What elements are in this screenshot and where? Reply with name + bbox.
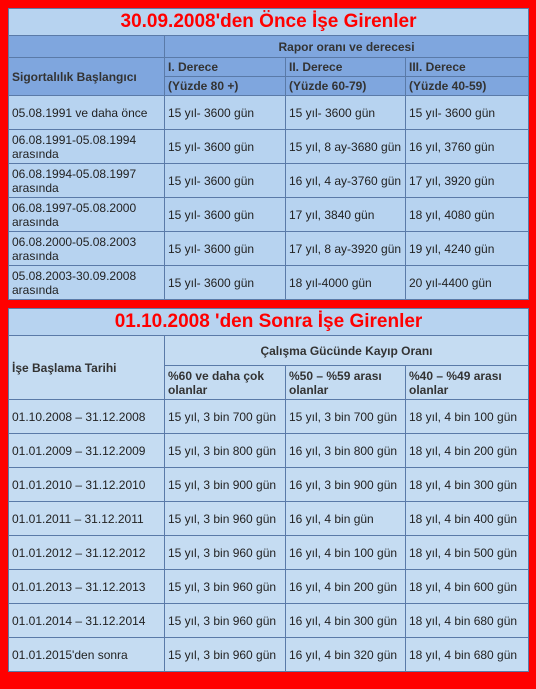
table-row bbox=[9, 502, 529, 536]
value-cell: 15 yıl- 3600 gün bbox=[165, 198, 286, 232]
value-cell: 15 yıl, 3 bin 960 gün bbox=[165, 604, 286, 638]
table2-subheader: Çalışma Gücünde Kayıp Oranı bbox=[165, 336, 529, 366]
value-cell: 18 yıl, 4 bin 680 gün bbox=[406, 638, 529, 672]
value-cell: 18 yıl, 4 bin 100 gün bbox=[406, 400, 529, 434]
value-cell: 16 yıl, 4 bin gün bbox=[286, 502, 406, 536]
table-row bbox=[9, 130, 529, 164]
value-cell: 15 yıl, 3 bin 700 gün bbox=[165, 400, 286, 434]
table1-col1-header: I. Derece bbox=[165, 58, 286, 77]
value-cell: 17 yıl, 8 ay-3920 gün bbox=[286, 232, 406, 266]
value-cell: 18 yıl, 4 bin 680 gün bbox=[406, 604, 529, 638]
table-row bbox=[9, 570, 529, 604]
period-cell: 01.01.2009 – 31.12.2009 bbox=[9, 434, 165, 468]
value-cell: 15 yıl- 3600 gün bbox=[165, 96, 286, 130]
value-cell: 16 yıl, 4 bin 320 gün bbox=[286, 638, 406, 672]
period-cell: 01.01.2010 – 31.12.2010 bbox=[9, 468, 165, 502]
value-cell: 18 yıl-4000 gün bbox=[286, 266, 406, 300]
page-frame bbox=[8, 8, 528, 672]
value-cell: 20 yıl-4400 gün bbox=[406, 266, 529, 300]
value-cell: 16 yıl, 4 bin 200 gün bbox=[286, 570, 406, 604]
table1-subheader: Rapor oranı ve derecesi bbox=[165, 36, 529, 58]
value-cell: 15 yıl, 3 bin 900 gün bbox=[165, 468, 286, 502]
value-cell: 18 yıl, 4 bin 600 gün bbox=[406, 570, 529, 604]
period-cell: 05.08.1991 ve daha önce bbox=[9, 96, 165, 130]
table1-col3-sub: (Yüzde 40-59) bbox=[406, 77, 529, 96]
table2-col3-header: %40 – %49 arası olanlar bbox=[406, 366, 529, 400]
value-cell: 18 yıl, 4080 gün bbox=[406, 198, 529, 232]
table1-col2-sub: (Yüzde 60-79) bbox=[286, 77, 406, 96]
table-row bbox=[9, 536, 529, 570]
value-cell: 16 yıl, 4 bin 100 gün bbox=[286, 536, 406, 570]
period-cell: 06.08.1994-05.08.1997 arasında bbox=[9, 164, 165, 198]
value-cell: 18 yıl, 4 bin 300 gün bbox=[406, 468, 529, 502]
value-cell: 15 yıl, 3 bin 960 gün bbox=[165, 638, 286, 672]
value-cell: 16 yıl, 3760 gün bbox=[406, 130, 529, 164]
value-cell: 17 yıl, 3840 gün bbox=[286, 198, 406, 232]
period-cell: 06.08.1991-05.08.1994 arasında bbox=[9, 130, 165, 164]
period-cell: 01.01.2011 – 31.12.2011 bbox=[9, 502, 165, 536]
table-before-2008 bbox=[8, 8, 529, 300]
value-cell: 15 yıl- 3600 gün bbox=[406, 96, 529, 130]
value-cell: 18 yıl, 4 bin 400 gün bbox=[406, 502, 529, 536]
value-cell: 15 yıl, 3 bin 700 gün bbox=[286, 400, 406, 434]
value-cell: 18 yıl, 4 bin 200 gün bbox=[406, 434, 529, 468]
value-cell: 16 yıl, 3 bin 800 gün bbox=[286, 434, 406, 468]
table-row bbox=[9, 400, 529, 434]
table2-row-header: İşe Başlama Tarihi bbox=[9, 336, 165, 400]
value-cell: 15 yıl- 3600 gün bbox=[165, 130, 286, 164]
period-cell: 01.01.2012 – 31.12.2012 bbox=[9, 536, 165, 570]
value-cell: 15 yıl, 8 ay-3680 gün bbox=[286, 130, 406, 164]
value-cell: 17 yıl, 3920 gün bbox=[406, 164, 529, 198]
value-cell: 18 yıl, 4 bin 500 gün bbox=[406, 536, 529, 570]
table2-title: 01.10.2008 'den Sonra İşe Girenler bbox=[9, 309, 529, 336]
period-cell: 01.01.2013 – 31.12.2013 bbox=[9, 570, 165, 604]
table-row bbox=[9, 468, 529, 502]
table-row bbox=[9, 96, 529, 130]
table1-title: 30.09.2008'den Önce İşe Girenler bbox=[9, 9, 529, 36]
value-cell: 15 yıl, 3 bin 800 gün bbox=[165, 434, 286, 468]
table1-col2-header: II. Derece bbox=[286, 58, 406, 77]
table-after-2008 bbox=[8, 308, 529, 672]
table-row bbox=[9, 604, 529, 638]
value-cell: 16 yıl, 3 bin 900 gün bbox=[286, 468, 406, 502]
value-cell: 15 yıl, 3 bin 960 gün bbox=[165, 570, 286, 604]
table2-col1-header: %60 ve daha çok olanlar bbox=[165, 366, 286, 400]
period-cell: 06.08.2000-05.08.2003 arasında bbox=[9, 232, 165, 266]
table-row bbox=[9, 638, 529, 672]
period-cell: 06.08.1997-05.08.2000 arasında bbox=[9, 198, 165, 232]
table-row bbox=[9, 232, 529, 266]
period-cell: 01.01.2015'den sonra bbox=[9, 638, 165, 672]
value-cell: 15 yıl, 3 bin 960 gün bbox=[165, 536, 286, 570]
value-cell: 16 yıl, 4 bin 300 gün bbox=[286, 604, 406, 638]
period-cell: 05.08.2003-30.09.2008 arasında bbox=[9, 266, 165, 300]
value-cell: 15 yıl, 3 bin 960 gün bbox=[165, 502, 286, 536]
table-row bbox=[9, 164, 529, 198]
table-row bbox=[9, 434, 529, 468]
value-cell: 15 yıl- 3600 gün bbox=[165, 232, 286, 266]
value-cell: 16 yıl, 4 ay-3760 gün bbox=[286, 164, 406, 198]
table1-col3-header: III. Derece bbox=[406, 58, 529, 77]
value-cell: 15 yıl- 3600 gün bbox=[165, 164, 286, 198]
value-cell: 19 yıl, 4240 gün bbox=[406, 232, 529, 266]
table-row bbox=[9, 266, 529, 300]
table2-col2-header: %50 – %59 arası olanlar bbox=[286, 366, 406, 400]
table1-row-header: Sigortalılık Başlangıcı bbox=[9, 58, 165, 96]
table1-col1-sub: (Yüzde 80 +) bbox=[165, 77, 286, 96]
table1-corner bbox=[9, 36, 165, 58]
period-cell: 01.10.2008 – 31.12.2008 bbox=[9, 400, 165, 434]
value-cell: 15 yıl- 3600 gün bbox=[165, 266, 286, 300]
table-row bbox=[9, 198, 529, 232]
period-cell: 01.01.2014 – 31.12.2014 bbox=[9, 604, 165, 638]
value-cell: 15 yıl- 3600 gün bbox=[286, 96, 406, 130]
